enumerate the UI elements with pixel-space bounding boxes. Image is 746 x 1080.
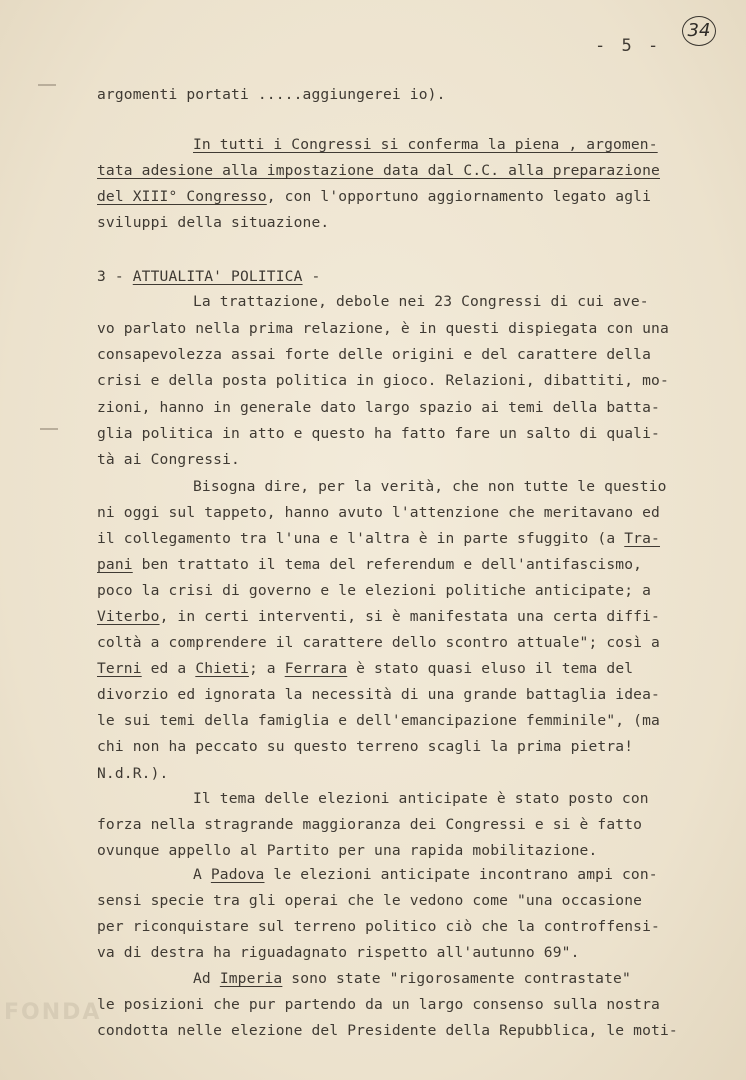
section-suffix: - [302, 268, 321, 285]
text-line: poco la crisi di governo e le elezioni politiche anticipate; a [97, 582, 652, 599]
text-line [97, 556, 672, 573]
text-line [193, 970, 746, 987]
underlined-text: tata adesione alla impostazione data dal C.C. alla preparazione [97, 162, 660, 179]
place-name: Viterbo [97, 608, 160, 625]
text-line: tà ai Congressi. [97, 451, 240, 468]
text-line: le sui temi della famiglia e dell'emancipazione femminile", (ma [97, 712, 660, 729]
text-line: vo parlato nella prima relazione, è in questi dispiegata con una [97, 320, 669, 337]
text-line [97, 608, 672, 625]
text-line: Il tema delle elezioni anticipate è stato posto con [193, 790, 649, 807]
text-line [193, 866, 746, 883]
text-line: Bisogna dire, per la verità, che non tutte le questio [193, 478, 667, 495]
text-line: argomenti portati .....aggiungerei io). [97, 86, 446, 103]
text-run: A [193, 866, 211, 883]
text-line [97, 162, 672, 179]
text-line: va di destra ha riguadagnato rispetto all'autunno 69". [97, 944, 580, 961]
text-line: sviluppi della situazione. [97, 214, 330, 231]
text-line: glia politica in atto e questo ha fatto fare un salto di quali- [97, 425, 660, 442]
text-line: La trattazione, debole nei 23 Congressi di cui ave- [193, 293, 649, 310]
place-name: Terni [97, 660, 142, 677]
text-line: condotta nelle elezione del Presidente della Repubblica, le moti- [97, 1022, 678, 1039]
section-number: 3 - [97, 268, 133, 285]
text-run: , in certi interventi, si è manifestata una certa diffi- [159, 608, 660, 625]
text-line: divorzio ed ignorata la necessità di una grande battaglia idea- [97, 686, 660, 703]
margin-mark [38, 84, 56, 86]
text-line: N.d.R.). [97, 765, 169, 782]
text-run: sono state "rigorosamente contrastate" [282, 970, 631, 987]
text-line: consapevolezza assai forte delle origini e del carattere della [97, 346, 652, 363]
text-run: le elezioni anticipate incontrano ampi con- [264, 866, 658, 883]
text-line: chi non ha peccato su questo terreno scagli la prima pietra! [97, 738, 634, 755]
place-name: Tra- [624, 530, 660, 547]
underlined-text: In tutti i Congressi si conferma la piena , argomen- [193, 136, 658, 153]
section-title: ATTUALITA' POLITICA [132, 268, 303, 285]
text-line: forza nella stragrande maggioranza dei Congressi e si è fatto [97, 816, 643, 833]
underlined-text: del XIII° Congresso [97, 188, 267, 205]
section-heading [97, 268, 672, 285]
text-line [97, 188, 672, 205]
text-run: è stato quasi eluso il tema del [347, 660, 634, 677]
text-run: Ad [193, 970, 220, 987]
text-line [97, 660, 672, 677]
text-line: ni oggi sul tappeto, hanno avuto l'attenzione che meritavano ed [97, 504, 660, 521]
place-name: Imperia [219, 970, 283, 987]
text-run: ed a [141, 660, 196, 677]
text-line: le posizioni che pur partendo da un largo consenso sulla nostra [97, 996, 660, 1013]
page-number: - 5 - [595, 36, 662, 56]
margin-mark [40, 428, 58, 430]
place-name: Chieti [195, 660, 249, 677]
text-line: per riconquistare sul terreno politico ciò che la controffensi- [97, 918, 660, 935]
text-run: ; a [248, 660, 285, 677]
text-line [97, 530, 672, 547]
text-line: sensi specie tra gli operai che le vedono come "una occasione [97, 892, 643, 909]
page-stamp: 34 [682, 16, 716, 46]
text-line: ovunque appello al Partito per una rapida mobilitazione. [97, 842, 598, 859]
text-line: crisi e della posta politica in gioco. Relazioni, dibattiti, mo- [97, 372, 669, 389]
text-run: il collegamento tra l'una e l'altra è in parte sfuggito (a [97, 530, 625, 547]
place-name: pani [97, 556, 133, 573]
text-line: coltà a comprendere il carattere dello scontro attuale"; così a [97, 634, 660, 651]
text-line: zioni, hanno in generale dato largo spazio ai temi della batta- [97, 399, 660, 416]
place-name: Padova [210, 866, 265, 883]
text-run: ben trattato il tema del referendum e dell'antifascismo, [132, 556, 643, 573]
place-name: Ferrara [284, 660, 348, 677]
text-line [193, 136, 746, 153]
text-run: , con l'opportuno aggiornamento legato agli [266, 188, 652, 205]
watermark: FONDA [4, 1000, 102, 1025]
